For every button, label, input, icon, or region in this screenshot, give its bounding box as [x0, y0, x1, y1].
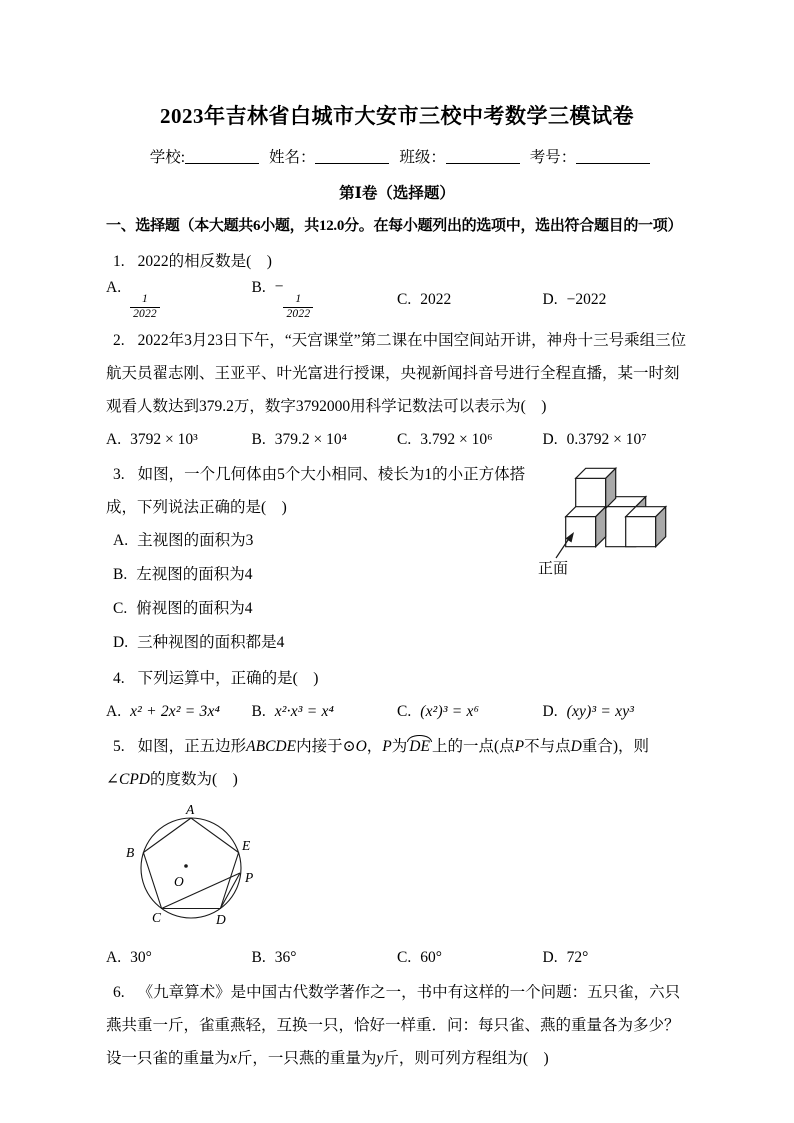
q4-stem: [106, 662, 688, 695]
q2-option-a: A. 3792 × 10³: [106, 431, 198, 448]
exam-title: 2023年吉林省白城市大安市三校中考数学三模试卷: [160, 104, 634, 128]
q4-option-b: B. x²·x³ = x⁴: [251, 703, 335, 720]
q5-options: [106, 941, 688, 974]
q4-options: [106, 695, 688, 728]
q1-number: 1.: [113, 253, 125, 270]
question-4: [106, 662, 688, 728]
q6-stem: [106, 976, 688, 1075]
name-blank: [315, 147, 389, 164]
q2-option-b: B. 379.2 × 10⁴: [251, 431, 347, 448]
q2-number: 2.: [113, 332, 125, 349]
class-blank: [446, 147, 520, 164]
q2-stem-text: 2022年3月23日下午，“天宫课堂”第二课在中国空间站开讲，神舟十三号乘组三位航天员翟志刚、王亚平、叶光富进行授课，央视新闻抖音号进行全程直播，某一时刻观看人数达到379.2万，数字3792000用科学记数法可以表示为( ): [106, 332, 687, 415]
q3-option-a: A. 主视图的面积为3: [113, 532, 254, 549]
question-2: [106, 324, 688, 456]
cube-figure-svg: [536, 460, 688, 580]
q1-stem: [106, 245, 688, 278]
point-p-label: P: [245, 870, 254, 885]
q1-option-c: C. 2022: [397, 291, 452, 308]
name-label: 姓名：: [268, 149, 316, 166]
q4-option-d: D. (xy)³ = xy³: [542, 703, 635, 720]
q1-option-a-fraction: $\frac{1}{2022}$: [130, 293, 160, 322]
q5-option-b: B. 36°: [251, 949, 297, 966]
q5-option-d: D. 72°: [542, 949, 589, 966]
vertex-b-label: B: [126, 845, 135, 860]
center-dot: [184, 864, 188, 868]
pentagon-figure-svg: [116, 804, 266, 936]
pentagon-figure: [116, 804, 688, 941]
q6-number: 6.: [113, 984, 125, 1001]
vertex-e-label: E: [242, 838, 251, 853]
q1-option-b-minus: −: [274, 278, 284, 296]
q2-stem: [106, 324, 688, 423]
q3-option-c: C. 俯视图的面积为4: [113, 600, 253, 617]
front-arrow: [556, 537, 570, 558]
q1-option-b: B. − $\frac{1}{2022}$: [252, 278, 398, 322]
front-label: 正面: [538, 561, 569, 577]
q4-option-c: C. (x²)³ = x⁶: [397, 703, 480, 720]
q3-option-b: B. 左视图的面积为4: [113, 566, 253, 583]
q4-stem-text: 下列运算中，正确的是( ): [137, 670, 319, 687]
q2-options: [106, 423, 688, 456]
part1-heading: 一、选择题（本大题共6小题，共12.0分。在每小题列出的选项中，选出符合题目的一项）: [106, 218, 683, 234]
examno-blank: [576, 147, 650, 164]
q5-option-c: C. 60°: [397, 949, 442, 966]
vertex-a-label: A: [186, 804, 195, 817]
q1-stem-text: 2022的相反数是( ): [137, 253, 272, 270]
cube-figure: [536, 460, 688, 585]
center-o-label: O: [174, 874, 184, 889]
q3-number: 3.: [113, 466, 125, 483]
question-6: [106, 976, 688, 1075]
q5-number: 5.: [113, 738, 125, 755]
question-5: [106, 730, 688, 974]
q3-stem-text: 如图，一个几何体由5个大小相同、棱长为1的小正方体搭成，下列说法正确的是( ): [106, 466, 526, 516]
q4-number: 4.: [113, 670, 125, 687]
vertex-c-label: C: [152, 910, 162, 925]
question-1: [106, 245, 688, 322]
q5-stem-text: 如图，正五边形ABCDE内接于⊙O，P为 DE 上的一点(点P不与点D重合)，则∠CPD的度数为( ): [106, 738, 649, 788]
q1-option-d: D. −2022: [542, 291, 607, 308]
section-title: 第Ⅰ卷（选择题）: [339, 185, 455, 202]
q1-option-a: A. $\frac{1}{2022}$: [106, 279, 252, 322]
school-blank: [185, 147, 259, 164]
q3-option-d: D. 三种视图的面积都是4: [113, 634, 285, 651]
q2-option-d: D. 0.3792 × 10⁷: [542, 431, 647, 448]
q2-option-c: C. 3.792 × 10⁶: [397, 431, 493, 448]
examno-label: 考号：: [529, 149, 577, 166]
q6-stem-text: 《九章算术》是中国古代数学著作之一，书中有这样的一个问题：五只雀，六只燕共重一斤，雀重燕轻，互换一只，恰好一样重．问：每只雀、燕的重量各为多少？设一只雀的重量为x斤，一只燕的重量为y斤，则可列方程组为( ): [106, 984, 681, 1067]
class-label: 班级：: [399, 149, 446, 166]
question-3: [106, 458, 688, 660]
q4-option-a: A. x² + 2x² = 3x⁴: [106, 703, 221, 720]
q5-option-a: A. 30°: [106, 949, 152, 966]
q1-options: [106, 278, 688, 322]
q5-stem: [106, 730, 688, 796]
school-label: 学校:: [149, 149, 186, 166]
circle-o: [141, 818, 241, 918]
student-info-row: [106, 146, 688, 170]
vertex-d-label: D: [216, 912, 226, 927]
q1-option-b-fraction: $\frac{1}{2022}$: [283, 293, 313, 322]
